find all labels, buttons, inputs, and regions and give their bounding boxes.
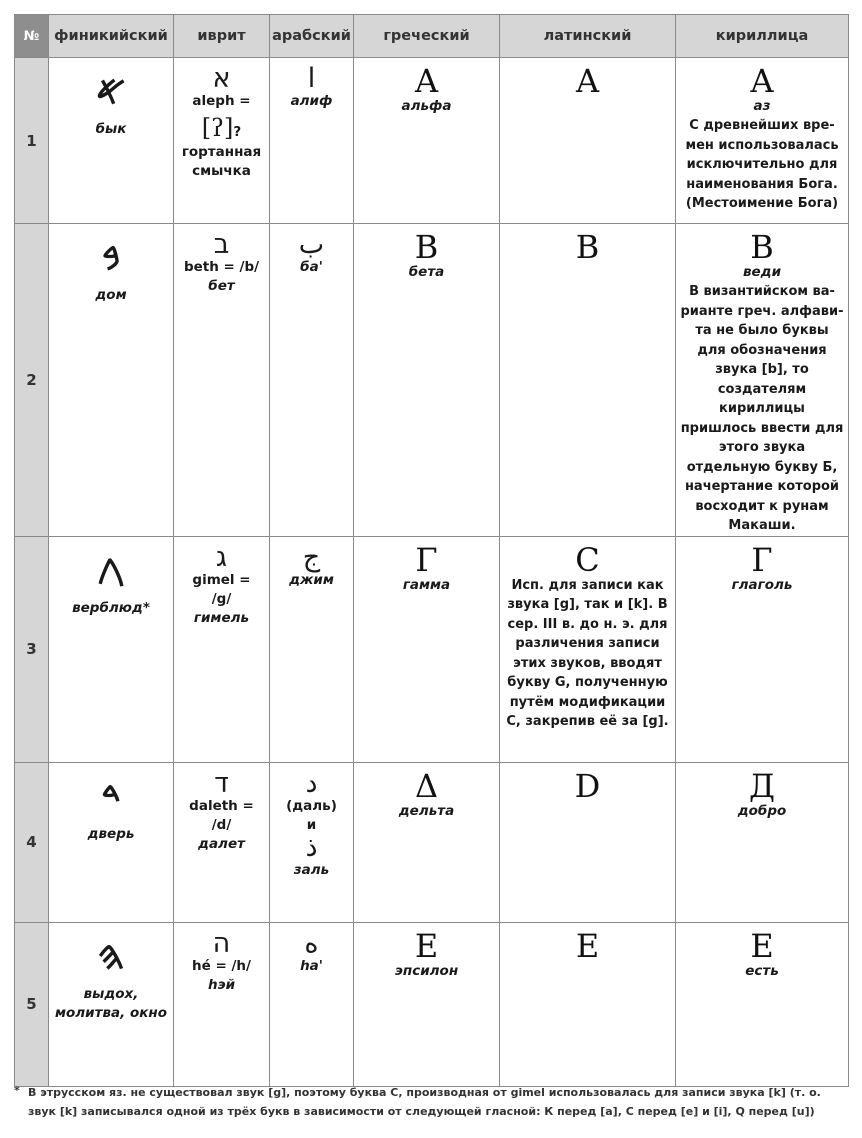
hebrew-ipa-suffix: ?: [233, 124, 242, 140]
phoenician-name: дом: [95, 287, 127, 303]
table-row: [15, 58, 849, 224]
hebrew-cell: [174, 224, 270, 537]
cyrillic-glyph: А: [749, 62, 775, 100]
hebrew-name: далет: [198, 835, 245, 852]
greek-name: эпсилон: [394, 962, 459, 979]
arabic-label: (даль): [286, 797, 337, 814]
phoenician-name: дверь: [87, 825, 135, 842]
row-number: 1: [15, 58, 49, 224]
greek-glyph: Α: [414, 62, 439, 100]
latin-glyph: A: [575, 62, 600, 100]
arabic-glyph-second: ذ: [305, 831, 318, 863]
phoenician-glyph: 𐤀: [96, 68, 126, 114]
header-phoenician: финикийский: [49, 15, 174, 58]
hebrew-name: бет: [208, 278, 235, 294]
row-number: 5: [15, 922, 49, 1086]
cyrillic-cell: [676, 224, 849, 537]
alphabet-table: [14, 14, 849, 1087]
greek-cell: [354, 224, 500, 537]
cyrillic-cell: [676, 762, 849, 922]
header-cyrillic: кириллица: [676, 15, 849, 58]
header-row: [15, 15, 849, 58]
latin-glyph: D: [574, 766, 601, 805]
header-greek: греческий: [354, 15, 500, 58]
arabic-glyph: ج: [302, 541, 321, 573]
greek-glyph: Ε: [414, 926, 439, 965]
hebrew-transcription: daleth =: [189, 797, 254, 814]
arabic-glyph: ه: [304, 927, 319, 959]
hebrew-transcription: beth = /b/: [183, 259, 260, 275]
latin-cell: [500, 224, 676, 537]
hebrew-cell: [174, 58, 270, 224]
phoenician-glyph: 𐤁: [101, 234, 121, 280]
footnote: [14, 1083, 848, 1121]
table-row: [15, 762, 849, 922]
phoenician-cell: [49, 536, 174, 762]
arabic-cell: [270, 922, 354, 1086]
latin-cell: [500, 536, 676, 762]
greek-cell: [354, 58, 500, 224]
header-latin: латинский: [500, 15, 676, 58]
greek-glyph: Β: [414, 228, 439, 266]
row-number: 2: [15, 224, 49, 537]
arabic-cell: [270, 224, 354, 537]
phoenician-cell: [49, 922, 174, 1086]
latin-cell: [500, 58, 676, 224]
cyrillic-cell: [676, 922, 849, 1086]
hebrew-glyph: ג: [215, 541, 228, 573]
footnote-text: В этрусском яз. не существовал звук [g], поэтому буква С, производная от gimel использовалась для записи звука [k] (т. о. звук [k] записывался одной из трёх букв в зависимости от следующей гласной: К перед [а], С перед [е] и [i], Q перед [u]): [28, 1086, 821, 1118]
table-row: [15, 224, 849, 537]
greek-name: гамма: [402, 576, 451, 593]
cyrillic-name: веди: [742, 264, 782, 280]
cyrillic-cell: [676, 58, 849, 224]
phoenician-cell: [49, 58, 174, 224]
cyrillic-glyph: В: [750, 228, 774, 266]
arabic-name: ha': [300, 957, 323, 974]
greek-cell: [354, 922, 500, 1086]
arabic-conjunction: и: [306, 816, 317, 833]
cyrillic-glyph: Д: [748, 766, 775, 805]
latin-glyph: E: [575, 926, 600, 965]
cyrillic-note: В византийском ва-рианте греч. алфави-та не было буквы для обозначения звука [b], то создателям кириллицы пришлось ввести для этого звука отдельную букву Б, начертание которой восходит к рунам Макаши.: [680, 284, 844, 533]
table-row: [15, 536, 849, 762]
footnote-marker: *: [14, 1084, 20, 1097]
cyrillic-glyph: Г: [751, 540, 773, 579]
hebrew-transcription: gimel =: [192, 571, 251, 588]
hebrew-glyph: ה: [212, 927, 231, 959]
hebrew-transcription: hé = /h/: [192, 957, 251, 974]
greek-glyph: Δ: [414, 766, 439, 805]
greek-name: дельта: [398, 802, 455, 819]
cyrillic-name: добро: [737, 802, 787, 819]
hebrew-phoneme: /d/: [211, 816, 232, 833]
arabic-name: джим: [289, 571, 334, 588]
phoenician-glyph: 𐤄: [97, 932, 125, 979]
latin-glyph: B: [575, 228, 600, 266]
hebrew-description: гортанная смычка: [181, 144, 262, 179]
phoenician-name: бык: [95, 121, 127, 137]
hebrew-ipa-line: [174, 113, 269, 143]
greek-name: альфа: [401, 98, 452, 114]
arabic-cell: [270, 536, 354, 762]
cyrillic-name: глаголь: [731, 576, 793, 593]
cyrillic-glyph: Е: [750, 926, 774, 965]
hebrew-cell: [174, 762, 270, 922]
hebrew-transcription: aleph =: [192, 93, 251, 109]
row-number: 3: [15, 536, 49, 762]
header-hebrew: иврит: [174, 15, 270, 58]
cyrillic-name: аз: [753, 98, 771, 114]
arabic-glyph: ب: [298, 229, 325, 260]
hebrew-glyph: א: [212, 63, 231, 94]
arabic-cell: [270, 762, 354, 922]
phoenician-glyph: 𐤂: [97, 546, 125, 593]
greek-cell: [354, 536, 500, 762]
arabic-glyph: ا: [307, 63, 316, 94]
phoenician-name: выдох, молитва, окно: [54, 985, 167, 1021]
latin-note: Исп. для записи как звука [g], так и [k]. В сер. III в. до н. э. для различения записи этих звуков, вводят букву G, полученную путём модификации С, закрепив её за [g].: [506, 577, 669, 729]
phoenician-glyph: 𐤃: [101, 772, 121, 819]
table-row: [15, 922, 849, 1086]
hebrew-name: hэй: [207, 976, 236, 993]
hebrew-glyph: ב: [213, 229, 230, 260]
greek-cell: [354, 762, 500, 922]
latin-cell: [500, 922, 676, 1086]
hebrew-phoneme: /g/: [211, 590, 232, 607]
hebrew-cell: [174, 536, 270, 762]
phoenician-name: верблюд*: [72, 599, 150, 616]
phoenician-cell: [49, 224, 174, 537]
arabic-glyph: د: [305, 767, 318, 799]
arabic-name: заль: [293, 861, 330, 878]
arabic-cell: [270, 58, 354, 224]
cyrillic-note: С древнейших вре-мен использовалась исключительно для наименования Бога. (Местоимение Бога): [685, 118, 839, 211]
hebrew-glyph: ד: [214, 767, 229, 799]
row-number: 4: [15, 762, 49, 922]
cyrillic-name: есть: [745, 962, 779, 979]
greek-name: бета: [408, 264, 445, 280]
phoenician-cell: [49, 762, 174, 922]
arabic-name: ба': [300, 259, 323, 275]
hebrew-cell: [174, 922, 270, 1086]
header-arabic: арабский: [270, 15, 354, 58]
cyrillic-cell: [676, 536, 849, 762]
latin-glyph: C: [575, 540, 600, 579]
header-num: №: [15, 15, 49, 58]
hebrew-ipa: [ʔ]: [201, 114, 234, 142]
greek-glyph: Γ: [415, 540, 438, 579]
arabic-name: алиф: [290, 93, 333, 109]
latin-cell: [500, 762, 676, 922]
hebrew-name: гимель: [193, 609, 250, 626]
